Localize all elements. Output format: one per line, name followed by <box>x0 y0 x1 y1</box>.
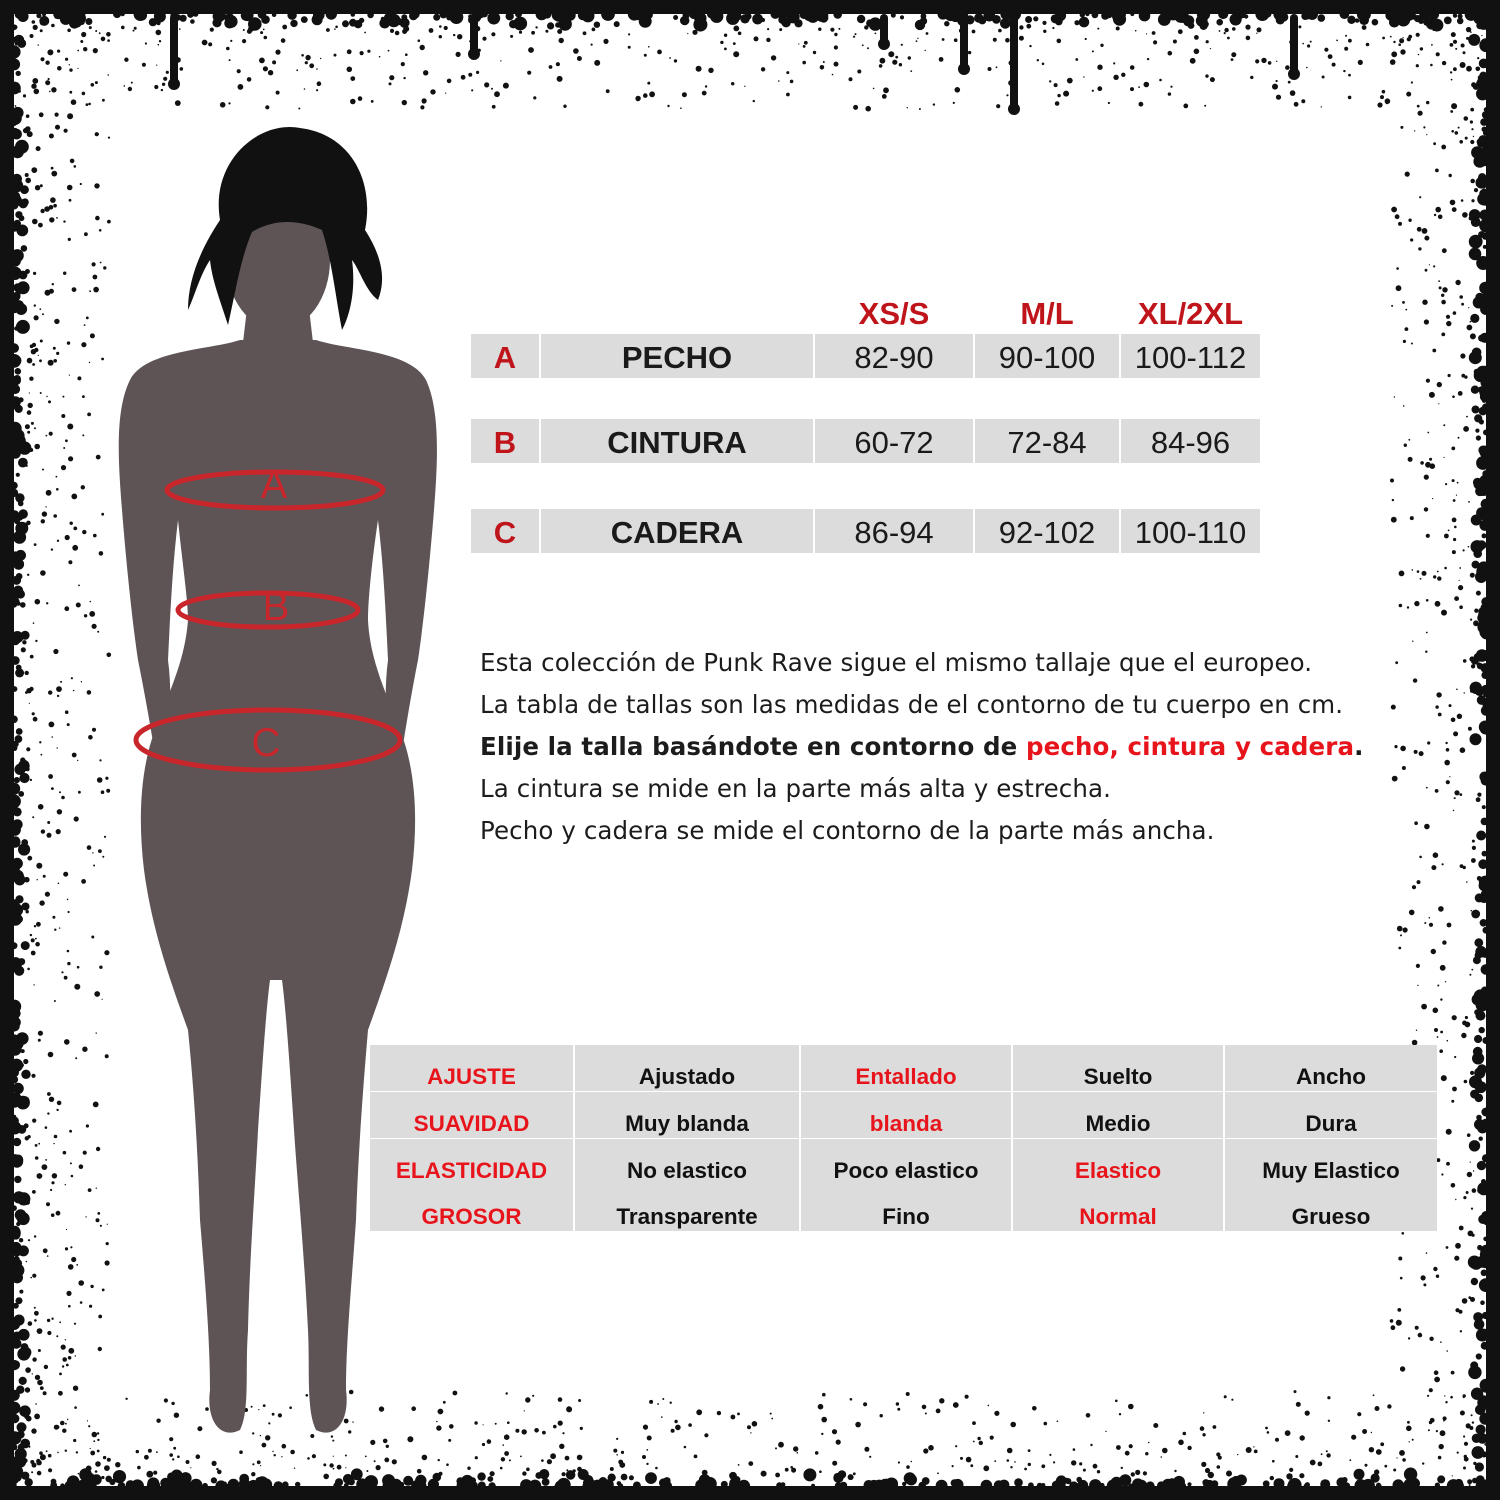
size-value: 72-84 <box>975 419 1119 463</box>
size-columns-header <box>815 292 1260 336</box>
size-value: 92-102 <box>975 509 1119 553</box>
size-row-pecho <box>471 334 1260 378</box>
note-line-emphasis <box>480 726 1440 768</box>
property-option: Ancho <box>1225 1045 1437 1091</box>
property-row-grosor <box>370 1185 1437 1231</box>
property-option: Muy Elastico <box>1225 1139 1437 1185</box>
property-option-selected: Normal <box>1013 1185 1223 1231</box>
note-red-text: pecho, cintura y cadera <box>1026 732 1355 761</box>
property-label: AJUSTE <box>370 1045 573 1091</box>
row-name: PECHO <box>541 334 813 378</box>
marker-b: B <box>262 585 290 629</box>
property-label: SUAVIDAD <box>370 1092 573 1138</box>
size-column-xl-2xl: XL/2XL <box>1137 296 1244 331</box>
property-option-selected: Entallado <box>801 1045 1011 1091</box>
size-value: 60-72 <box>815 419 973 463</box>
sizing-notes <box>480 642 1440 852</box>
property-option: Muy blanda <box>575 1092 799 1138</box>
property-row-suavidad <box>370 1092 1437 1138</box>
property-option: Fino <box>801 1185 1011 1231</box>
row-letter: B <box>471 419 539 463</box>
property-row-ajuste <box>370 1045 1437 1091</box>
row-name: CINTURA <box>541 419 813 463</box>
size-value: 86-94 <box>815 509 973 553</box>
property-option: Transparente <box>575 1185 799 1231</box>
marker-a: A <box>260 463 288 507</box>
size-value: 84-96 <box>1121 419 1260 463</box>
note-period: . <box>1354 732 1364 761</box>
note-line: Esta colección de Punk Rave sigue el mismo tallaje que el europeo. <box>480 648 1313 677</box>
note-line: Pecho y cadera se mide el contorno de la parte más ancha. <box>480 816 1215 845</box>
fabric-properties-table <box>370 1045 1437 1231</box>
marker-c: C <box>251 721 281 765</box>
size-value: 100-110 <box>1121 509 1260 553</box>
body-silhouette <box>60 100 480 1445</box>
property-option: Medio <box>1013 1092 1223 1138</box>
size-column-m-l: M/L <box>1020 296 1074 331</box>
property-option-selected: blanda <box>801 1092 1011 1138</box>
property-row-elasticidad <box>370 1139 1437 1185</box>
size-column-xs-s: XS/S <box>858 296 930 331</box>
size-value: 90-100 <box>975 334 1119 378</box>
size-row-cintura <box>471 419 1260 463</box>
row-letter: C <box>471 509 539 553</box>
property-option: Suelto <box>1013 1045 1223 1091</box>
property-option: No elastico <box>575 1139 799 1185</box>
size-value: 82-90 <box>815 334 973 378</box>
property-option: Grueso <box>1225 1185 1437 1231</box>
note-line: La tabla de tallas son las medidas de el contorno de tu cuerpo en cm. <box>480 690 1344 719</box>
property-option-selected: Elastico <box>1013 1139 1223 1185</box>
property-label: GROSOR <box>370 1185 573 1231</box>
property-option: Ajustado <box>575 1045 799 1091</box>
property-option: Poco elastico <box>801 1139 1011 1185</box>
size-row-cadera <box>471 509 1260 553</box>
note-bold-text: Elije la talla basándote en contorno de <box>480 732 1026 761</box>
note-line: La cintura se mide en la parte más alta y estrecha. <box>480 774 1111 803</box>
row-name: CADERA <box>541 509 813 553</box>
property-label: ELASTICIDAD <box>370 1139 573 1185</box>
row-letter: A <box>471 334 539 378</box>
property-option: Dura <box>1225 1092 1437 1138</box>
size-value: 100-112 <box>1121 334 1260 378</box>
